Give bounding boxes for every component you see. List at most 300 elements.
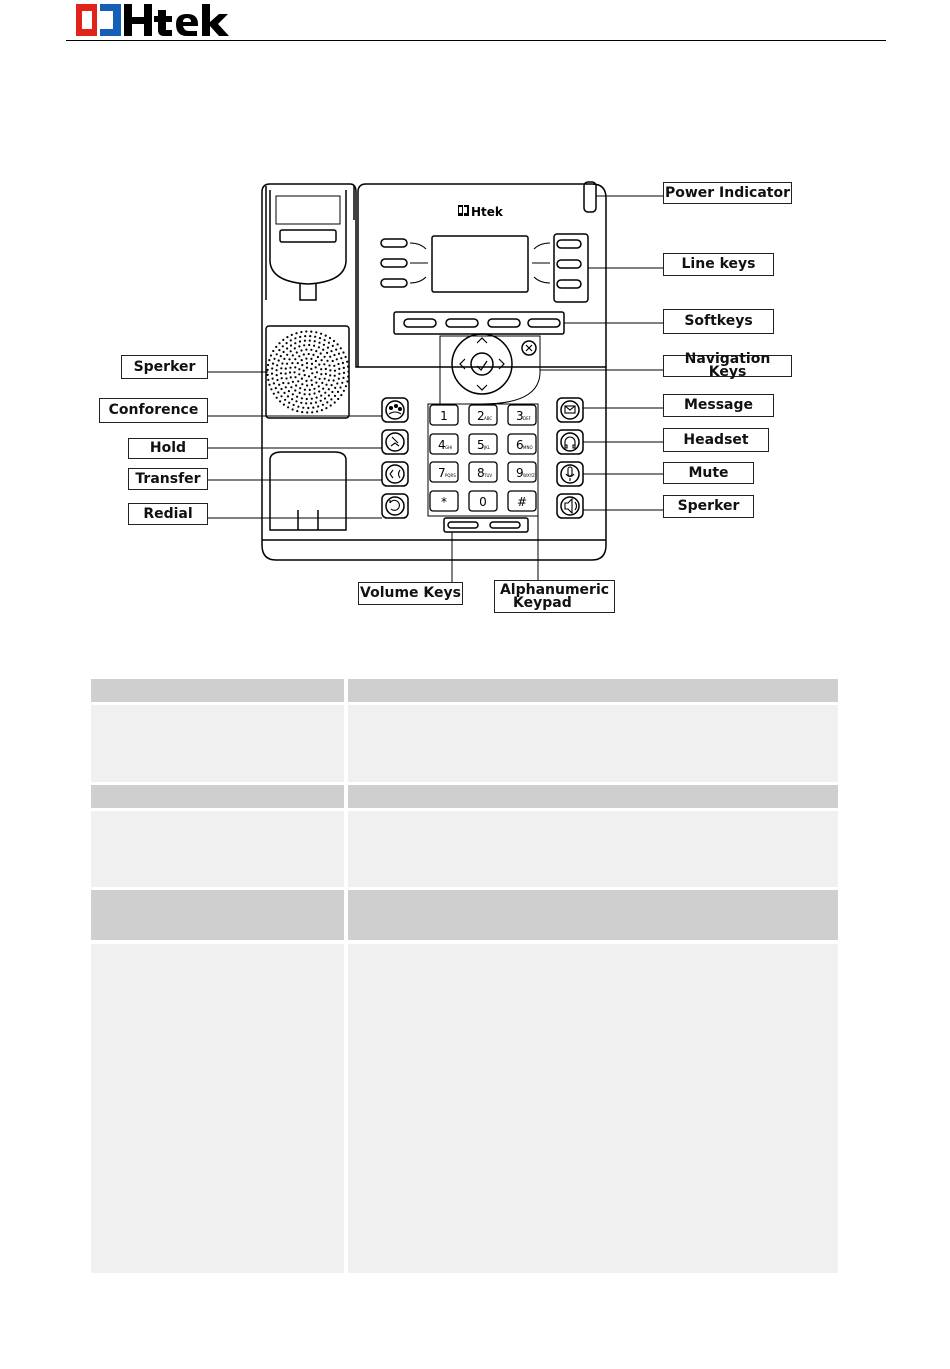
grille-dot <box>275 387 277 389</box>
grille-dot <box>315 401 317 403</box>
keypad-letters: WXYZ <box>523 473 535 478</box>
grille-dot <box>280 355 282 357</box>
grille-dot <box>282 339 284 341</box>
grille-dot <box>343 390 345 392</box>
grille-dot <box>281 362 283 364</box>
grille-dot <box>330 404 332 406</box>
grille-dot <box>306 411 308 413</box>
grille-dot <box>272 350 274 352</box>
grille-dot <box>345 356 347 358</box>
grille-dot <box>272 363 274 365</box>
callout-softkeys: Softkeys <box>663 309 774 334</box>
grille-dot <box>335 349 337 351</box>
grille-dot <box>315 360 317 362</box>
callout-alphanumeric-line2: Keypad <box>513 594 572 611</box>
grille-dot <box>289 371 291 373</box>
grille-dot <box>300 349 302 351</box>
grille-dot <box>317 356 319 358</box>
grille-dot <box>318 364 320 366</box>
grille-dot <box>306 367 308 369</box>
grille-dot <box>302 407 304 409</box>
grille-dot <box>267 379 269 381</box>
grille-dot <box>292 381 294 383</box>
grille-dot <box>311 398 313 400</box>
grille-dot <box>276 364 278 366</box>
callout-alphanumeric-keypad <box>494 580 615 613</box>
grille-dot <box>340 347 342 349</box>
callout-power-indicator: Power Indicator <box>663 182 792 204</box>
grille-dot <box>343 372 345 374</box>
grille-dot <box>346 361 348 363</box>
keypad-digit: # <box>516 495 528 509</box>
grille-dot <box>322 349 324 351</box>
grille-dot <box>305 358 307 360</box>
grille-dot <box>287 382 289 384</box>
grille-dot <box>305 349 307 351</box>
grille-dot <box>329 369 331 371</box>
grille-dot <box>336 358 338 360</box>
keypad-key-hash[interactable] <box>508 491 536 511</box>
keypad-digit: 3 <box>516 409 524 423</box>
keypad-digit: 0 <box>479 495 487 509</box>
grille-dot <box>320 368 322 370</box>
grille-dot <box>313 345 315 347</box>
keypad-letters: PQRS <box>445 473 456 478</box>
grille-dot <box>324 339 326 341</box>
grille-dot <box>336 382 338 384</box>
table-cell <box>91 785 344 808</box>
grille-dot <box>301 378 303 380</box>
grille-dot <box>312 354 314 356</box>
callout-line-keys: Line keys <box>663 253 774 276</box>
callout-headset: Headset <box>663 428 769 452</box>
grille-dot <box>275 346 277 348</box>
grille-dot <box>316 410 318 412</box>
grille-dot <box>290 376 292 378</box>
grille-dot <box>294 342 296 344</box>
grille-dot <box>324 356 326 358</box>
grille-dot <box>296 351 298 353</box>
grille-dot <box>294 376 296 378</box>
grille-dot <box>320 395 322 397</box>
keypad-key-3[interactable] <box>508 405 536 425</box>
callout-volume-keys: Volume Keys <box>358 582 463 605</box>
device-logo <box>458 205 504 219</box>
grille-dot <box>315 366 317 368</box>
grille-dot <box>296 410 298 412</box>
grille-dot <box>338 368 340 370</box>
grille-dot <box>303 344 305 346</box>
grille-dot <box>333 354 335 356</box>
grille-dot <box>276 369 278 371</box>
grille-dot <box>309 393 311 395</box>
grille-dot <box>270 354 272 356</box>
table-row <box>91 811 838 887</box>
grille-dot <box>316 371 318 373</box>
grille-dot <box>338 353 340 355</box>
grille-dot <box>278 342 280 344</box>
table-header-row <box>91 679 838 702</box>
grille-dot <box>333 379 335 381</box>
keypad-digit: 6 <box>516 438 524 452</box>
grille-dot <box>310 349 312 351</box>
grille-dot <box>342 362 344 364</box>
grille-dot <box>295 384 297 386</box>
grille-dot <box>310 368 312 370</box>
grille-dot <box>311 372 313 374</box>
grille-dot <box>268 384 270 386</box>
grille-dot <box>325 373 327 375</box>
grille-dot <box>283 404 285 406</box>
grille-dot <box>298 373 300 375</box>
callout-navigation-keys: Navigation Keys <box>663 355 792 377</box>
grille-dot <box>309 335 311 337</box>
grille-dot <box>270 388 272 390</box>
grille-dot <box>326 401 328 403</box>
keypad-key-1[interactable] <box>430 405 458 425</box>
grille-dot <box>319 337 321 339</box>
grille-dot <box>280 395 282 397</box>
grille-dot <box>314 336 316 338</box>
grille-dot <box>305 380 307 382</box>
grille-dot <box>290 350 292 352</box>
grille-dot <box>299 392 301 394</box>
grille-dot <box>298 368 300 370</box>
table-cell <box>348 890 838 940</box>
grille-dot <box>301 364 303 366</box>
grille-dot <box>308 353 310 355</box>
grille-dot <box>299 336 301 338</box>
keypad-letters: MNO <box>523 445 533 450</box>
keypad-key-6[interactable] <box>508 434 536 454</box>
keypad-letters: TUV <box>484 473 493 478</box>
grille-dot <box>312 407 314 409</box>
grille-dot <box>334 375 336 377</box>
grille-dot <box>315 350 317 352</box>
grille-dot <box>298 355 300 357</box>
keypad-digit: 5 <box>477 438 485 452</box>
grille-dot <box>291 334 293 336</box>
grille-dot <box>278 349 280 351</box>
grille-dot <box>309 340 311 342</box>
grille-dot <box>341 382 343 384</box>
grille-dot <box>305 330 307 332</box>
grille-dot <box>332 360 334 362</box>
grille-dot <box>278 359 280 361</box>
grille-dot <box>326 360 328 362</box>
grille-dot <box>347 371 349 373</box>
grille-dot <box>323 344 325 346</box>
grille-dot <box>322 404 324 406</box>
keypad-key-0[interactable] <box>469 491 497 511</box>
grille-dot <box>290 339 292 341</box>
grille-dot <box>271 373 273 375</box>
grille-dot <box>291 398 293 400</box>
keypad-letters: JKL <box>484 445 491 450</box>
grille-dot <box>292 354 294 356</box>
grille-dot <box>310 402 312 404</box>
grille-dot <box>276 379 278 381</box>
grille-dot <box>320 352 322 354</box>
grille-dot <box>271 367 273 369</box>
keypad-digit: 4 <box>438 438 446 452</box>
grille-dot <box>288 390 290 392</box>
phone-diagram <box>0 0 950 640</box>
grille-dot <box>342 351 344 353</box>
grille-dot <box>328 342 330 344</box>
callout-transfer: Transfer <box>128 468 208 490</box>
table-cell <box>348 811 838 887</box>
grille-dot <box>279 400 281 402</box>
keypad-digit: 2 <box>477 409 485 423</box>
grille-dot <box>320 373 322 375</box>
table-cell <box>91 890 344 940</box>
grille-dot <box>331 384 333 386</box>
grille-dot <box>285 386 287 388</box>
table-cell <box>348 785 838 808</box>
keypad-key-9[interactable] <box>508 462 536 482</box>
grille-dot <box>325 368 327 370</box>
callout-speaker-left: Sperker <box>121 355 208 379</box>
grille-dot <box>318 385 320 387</box>
grille-dot <box>310 358 312 360</box>
grille-dot <box>285 377 287 379</box>
grille-dot <box>307 407 309 409</box>
grille-dot <box>315 331 317 333</box>
grille-dot <box>325 407 327 409</box>
grille-dot <box>346 380 348 382</box>
grille-dot <box>297 406 299 408</box>
grille-dot <box>328 388 330 390</box>
grille-dot <box>291 362 293 364</box>
table-cell <box>348 944 838 1273</box>
keypad-key-5[interactable] <box>469 434 497 454</box>
grille-dot <box>294 366 296 368</box>
grille-dot <box>324 397 326 399</box>
grille-dot <box>276 374 278 376</box>
grille-dot <box>333 365 335 367</box>
keypad-letters: DEF <box>523 416 531 421</box>
grille-dot <box>325 384 327 386</box>
grille-dot <box>287 406 289 408</box>
grille-dot <box>286 354 288 356</box>
grille-dot <box>339 386 341 388</box>
grille-dot <box>321 359 323 361</box>
grille-dot <box>295 332 297 334</box>
grille-dot <box>267 369 269 371</box>
grille-dot <box>306 384 308 386</box>
grille-dot <box>301 359 303 361</box>
grille-dot <box>342 377 344 379</box>
grille-dot <box>337 363 339 365</box>
grille-dot <box>343 367 345 369</box>
grille-dot <box>284 399 286 401</box>
grille-dot <box>330 398 332 400</box>
grille-dot <box>318 342 320 344</box>
grille-dot <box>314 340 316 342</box>
table-header-row <box>91 890 838 940</box>
grille-dot <box>273 393 275 395</box>
grille-dot <box>310 379 312 381</box>
grille-dot <box>304 340 306 342</box>
table-cell <box>348 679 838 702</box>
grille-dot <box>286 342 288 344</box>
grille-dot <box>328 379 330 381</box>
grille-dot <box>347 366 349 368</box>
keypad-key-2[interactable] <box>469 405 497 425</box>
grille-dot <box>288 402 290 404</box>
keypad-digit: 7 <box>438 466 446 480</box>
grille-dot <box>311 363 313 365</box>
keypad-key-8[interactable] <box>469 462 497 482</box>
grille-dot <box>292 408 294 410</box>
grille-dot <box>313 392 315 394</box>
grille-dot <box>267 374 269 376</box>
callout-redial: Redial <box>128 503 208 525</box>
grille-dot <box>277 391 279 393</box>
callout-message: Message <box>663 394 774 417</box>
grille-dot <box>295 400 297 402</box>
table-cell <box>91 944 344 1273</box>
grille-dot <box>334 401 336 403</box>
grille-dot <box>298 345 300 347</box>
grille-dot <box>314 376 316 378</box>
grille-dot <box>328 394 330 396</box>
grille-dot <box>309 389 311 391</box>
grille-dot <box>297 380 299 382</box>
grille-dot <box>321 382 323 384</box>
grille-dot <box>329 374 331 376</box>
grille-dot <box>301 383 303 385</box>
grille-dot <box>315 382 317 384</box>
grille-dot <box>308 375 310 377</box>
grille-dot <box>294 358 296 360</box>
grille-dot <box>288 358 290 360</box>
grille-dot <box>318 390 320 392</box>
device-logo-text: Htek <box>471 205 503 219</box>
grille-dot <box>294 389 296 391</box>
grille-dot <box>320 333 322 335</box>
table-row <box>91 944 838 1273</box>
grille-dot <box>316 397 318 399</box>
grille-dot <box>306 362 308 364</box>
grille-dot <box>278 384 280 386</box>
keypad-key-7[interactable] <box>430 462 458 482</box>
grille-dot <box>311 384 313 386</box>
table-cell <box>348 705 838 782</box>
grille-dot <box>331 391 333 393</box>
grille-dot <box>297 362 299 364</box>
grille-dot <box>334 395 336 397</box>
grille-dot <box>347 376 349 378</box>
keypad-letters: ABC <box>484 416 493 421</box>
grille-dot <box>299 340 301 342</box>
grille-dot <box>305 402 307 404</box>
table-cell <box>91 705 344 782</box>
grille-dot <box>340 394 342 396</box>
grille-dot <box>276 353 278 355</box>
grille-dot <box>338 373 340 375</box>
grille-dot <box>273 358 275 360</box>
grille-dot <box>283 392 285 394</box>
grille-dot <box>334 370 336 372</box>
callout-mute: Mute <box>663 462 754 484</box>
grille-dot <box>340 357 342 359</box>
grille-dot <box>292 393 294 395</box>
grille-dot <box>281 377 283 379</box>
grille-dot <box>325 335 327 337</box>
grille-dot <box>318 346 320 348</box>
keypad-key-4[interactable] <box>430 434 458 454</box>
grille-dot <box>320 400 322 402</box>
grille-dot <box>280 372 282 374</box>
grille-dot <box>285 373 287 375</box>
grille-dot <box>304 335 306 337</box>
grille-dot <box>294 347 296 349</box>
grille-dot <box>322 388 324 390</box>
grille-dot <box>300 331 302 333</box>
grille-dot <box>321 409 323 411</box>
keypad-key-star[interactable] <box>430 491 458 511</box>
grille-dot <box>283 351 285 353</box>
table-cell <box>91 811 344 887</box>
keypad-digit: 1 <box>440 409 448 423</box>
grille-dot <box>317 405 319 407</box>
keypad-digit: 8 <box>477 466 485 480</box>
grille-dot <box>308 344 310 346</box>
grille-dot <box>289 367 291 369</box>
grille-dot <box>296 396 298 398</box>
grille-dot <box>286 347 288 349</box>
grille-dot <box>294 337 296 339</box>
callout-alphanumeric-line1: Alphanumeric <box>499 581 610 598</box>
grille-dot <box>311 411 313 413</box>
grille-dot <box>306 398 308 400</box>
grille-dot <box>304 393 306 395</box>
grille-dot <box>304 389 306 391</box>
grille-dot <box>290 344 292 346</box>
grille-dot <box>280 388 282 390</box>
callout-conference: Conforence <box>99 398 208 423</box>
grille-dot <box>276 397 278 399</box>
grille-dot <box>299 387 301 389</box>
keypad-digit: * <box>441 495 447 509</box>
grille-dot <box>303 370 305 372</box>
grille-dot <box>285 368 287 370</box>
grille-dot <box>310 331 312 333</box>
grille-dot <box>283 358 285 360</box>
grille-dot <box>280 367 282 369</box>
grille-dot <box>303 353 305 355</box>
keypad-letters: GHI <box>445 445 453 450</box>
grille-dot <box>268 359 270 361</box>
grille-dot <box>300 402 302 404</box>
grille-dot <box>334 387 336 389</box>
grille-dot <box>337 391 339 393</box>
table-row <box>91 705 838 782</box>
grille-dot <box>282 382 284 384</box>
grille-dot <box>273 382 275 384</box>
grille-dot <box>313 388 315 390</box>
grille-dot <box>304 374 306 376</box>
grille-dot <box>327 347 329 349</box>
grille-dot <box>287 395 289 397</box>
grille-dot <box>286 363 288 365</box>
grille-dot <box>272 378 274 380</box>
grille-dot <box>267 364 269 366</box>
grille-dot <box>301 397 303 399</box>
grille-dot <box>345 385 347 387</box>
